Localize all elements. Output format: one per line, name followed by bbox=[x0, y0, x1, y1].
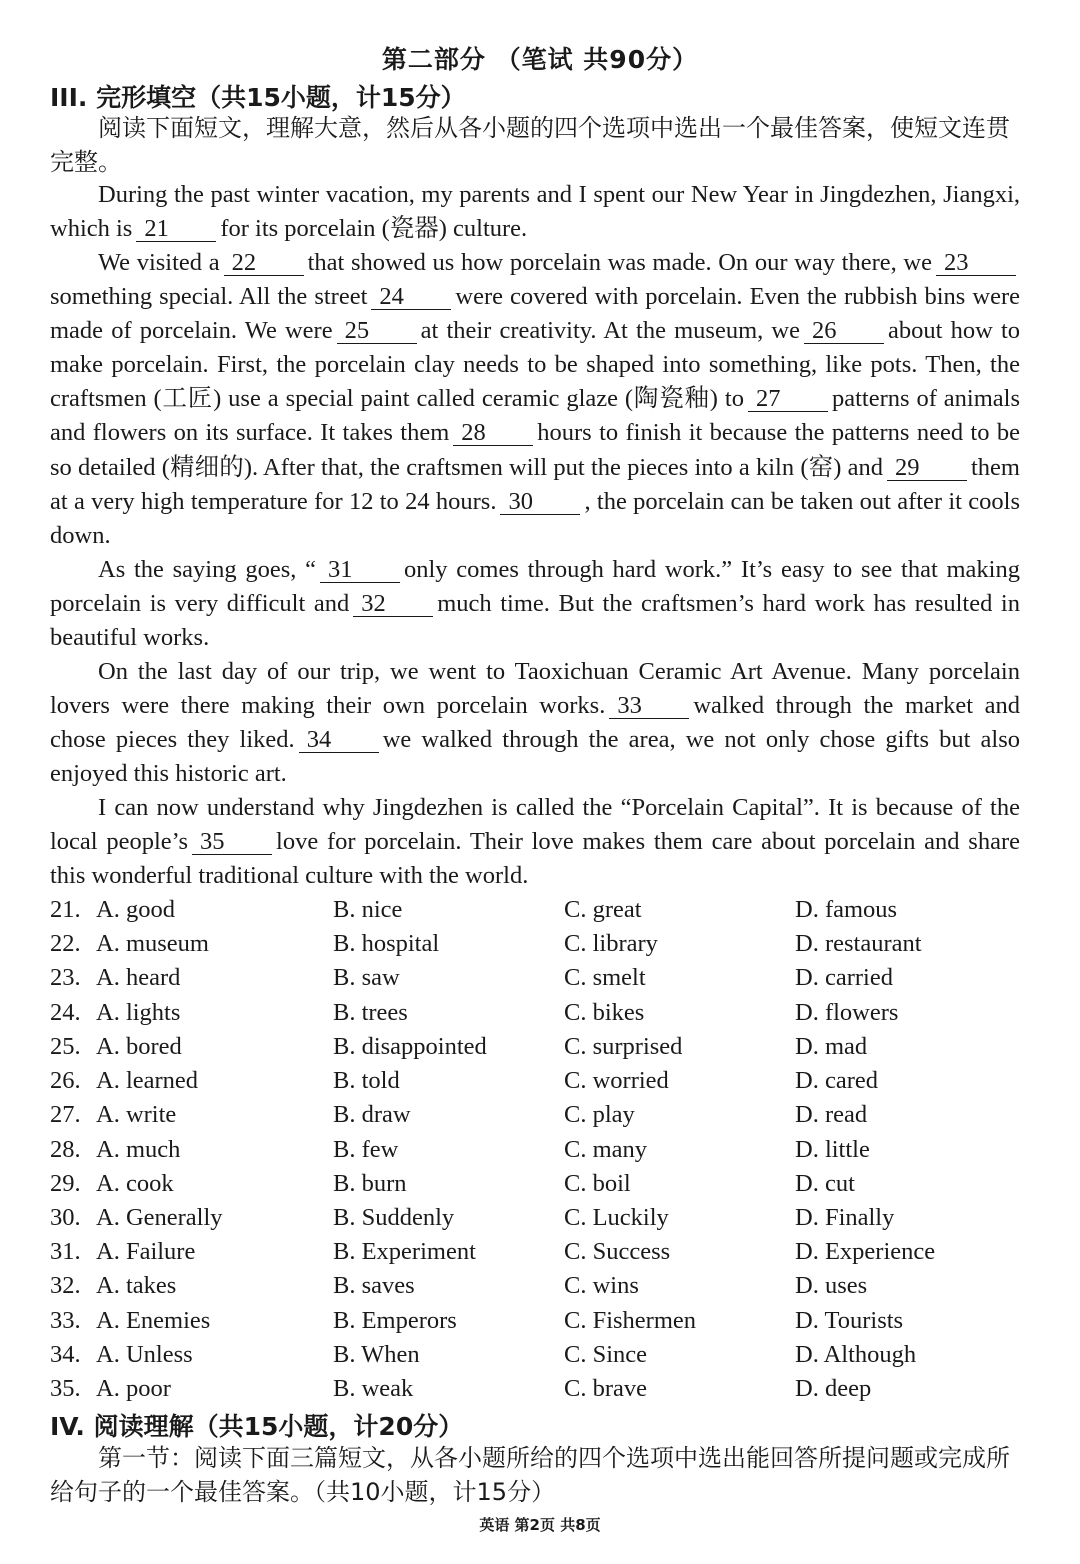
passage-text: love for porcelain. Their love makes them care about porcelain and share this wonderful traditional culture with the world. bbox=[50, 828, 1020, 890]
option-a: A. bored bbox=[96, 1033, 182, 1060]
option-d: D. little bbox=[795, 1136, 870, 1163]
question-number: 30. bbox=[50, 1204, 81, 1231]
option-c: C. Since bbox=[564, 1341, 648, 1368]
passage-text: we walked through the area, we not only chose gifts but also enjoyed this historic art. bbox=[50, 726, 1020, 788]
blank-23: 23 bbox=[936, 251, 1016, 276]
question-number: 33. bbox=[50, 1307, 81, 1334]
option-a: A. learned bbox=[96, 1067, 199, 1094]
question-options-row bbox=[50, 1304, 1030, 1338]
option-b: B. burn bbox=[333, 1170, 407, 1197]
passage-text: As the saying goes, “ bbox=[98, 556, 316, 583]
blank-28: 28 bbox=[453, 421, 533, 446]
option-b: B. saves bbox=[333, 1272, 415, 1299]
question-number: 23. bbox=[50, 964, 81, 991]
section-3-instruction-text: 阅读下面短文，理解大意，然后从各小题的四个选项中选出一个最佳答案，使短文连贯完整。 bbox=[50, 114, 1010, 176]
blank-30: 30 bbox=[500, 490, 580, 515]
passage-paragraph-2 bbox=[50, 246, 1020, 553]
blank-25: 25 bbox=[337, 319, 417, 344]
option-d: D. Finally bbox=[795, 1204, 895, 1231]
question-options-row bbox=[50, 893, 1030, 927]
option-a: A. Unless bbox=[96, 1341, 193, 1368]
option-b: B. draw bbox=[333, 1101, 411, 1128]
question-number: 34. bbox=[50, 1341, 81, 1368]
question-number: 22. bbox=[50, 930, 81, 957]
question-number: 28. bbox=[50, 1136, 81, 1163]
option-a: A. Enemies bbox=[96, 1307, 211, 1334]
question-options-row bbox=[50, 1098, 1030, 1132]
option-a: A. museum bbox=[96, 930, 209, 957]
blank-31: 31 bbox=[320, 558, 400, 583]
option-d: D. flowers bbox=[795, 999, 899, 1026]
section-4-heading: IV. 阅读理解（共15小题，计20分） bbox=[50, 1412, 464, 1441]
option-b: B. Emperors bbox=[333, 1307, 457, 1334]
blank-26: 26 bbox=[804, 319, 884, 344]
option-b: B. Suddenly bbox=[333, 1204, 455, 1231]
option-a: A. Failure bbox=[96, 1238, 196, 1265]
passage-text: about how to make porcelain. First, the porcelain clay needs to be shaped into something, like pots. Then, the craftsmen (工匠) use a special paint called ceramic glaze (陶瓷釉) to bbox=[50, 317, 1021, 413]
passage-text: them at a very high temperature for 12 to 24 hours. bbox=[50, 453, 1020, 515]
question-options-row bbox=[50, 1372, 1030, 1406]
option-c: C. Luckily bbox=[564, 1204, 669, 1231]
option-d: D. Tourists bbox=[795, 1307, 904, 1334]
option-b: B. When bbox=[333, 1341, 420, 1368]
option-d: D. mad bbox=[795, 1033, 868, 1060]
option-a: A. poor bbox=[96, 1375, 171, 1402]
question-number: 31. bbox=[50, 1238, 81, 1265]
section-3-instruction bbox=[50, 111, 1020, 179]
page-footer: 英语 第2页 共8页 bbox=[479, 1516, 601, 1534]
passage-text: I can now understand why Jingdezhen is called the “Porcelain Capital”. It is because of the local people’s bbox=[50, 794, 1020, 856]
blank-34: 34 bbox=[299, 728, 379, 753]
option-d: D. famous bbox=[795, 896, 898, 923]
question-options-row bbox=[50, 1201, 1030, 1235]
option-a: A. Generally bbox=[96, 1204, 223, 1231]
question-options-row bbox=[50, 996, 1030, 1030]
blank-29: 29 bbox=[887, 456, 967, 481]
option-d: D. carried bbox=[795, 964, 893, 991]
option-c: C. great bbox=[564, 896, 642, 923]
question-number: 21. bbox=[50, 896, 81, 923]
question-number: 26. bbox=[50, 1067, 81, 1094]
option-a: A. much bbox=[96, 1136, 181, 1163]
passage-text: that showed us how porcelain was made. On our way there, we bbox=[307, 249, 932, 276]
passage-text: at their creativity. At the museum, we bbox=[420, 317, 800, 345]
option-d: D. cut bbox=[795, 1170, 855, 1197]
passage-text: something special. All the street bbox=[50, 283, 368, 311]
option-d: D. deep bbox=[795, 1375, 872, 1402]
question-number: 32. bbox=[50, 1272, 81, 1299]
passage-paragraph-1 bbox=[50, 178, 1020, 246]
option-c: C. boil bbox=[564, 1170, 631, 1197]
question-options-row bbox=[50, 1133, 1030, 1167]
section-4-instruction bbox=[50, 1441, 1020, 1509]
question-number: 29. bbox=[50, 1170, 81, 1197]
option-d: D. read bbox=[795, 1101, 868, 1128]
passage-text: hours to finish it because the patterns need to be so detailed (精细的). After that, the craftsmen will put the pieces into a kiln (窑) and bbox=[50, 419, 1020, 481]
question-options-row bbox=[50, 1030, 1030, 1064]
option-b: B. weak bbox=[333, 1375, 414, 1402]
passage-text: were covered with porcelain. Even the rubbish bins were made of porcelain. We were bbox=[50, 283, 1020, 345]
option-a: A. good bbox=[96, 896, 175, 923]
option-a: A. takes bbox=[96, 1272, 177, 1299]
passage-text: , the porcelain can be taken out after it cools down. bbox=[50, 487, 1020, 549]
question-options-row bbox=[50, 1064, 1030, 1098]
option-c: C. surprised bbox=[564, 1033, 683, 1060]
option-a: A. write bbox=[96, 1101, 177, 1128]
question-number: 27. bbox=[50, 1101, 81, 1128]
part-title: 第二部分 （笔试 共90分） bbox=[381, 45, 699, 74]
blank-32: 32 bbox=[353, 592, 433, 617]
question-options-row bbox=[50, 1167, 1030, 1201]
blank-27: 27 bbox=[748, 387, 828, 412]
option-a: A. heard bbox=[96, 964, 181, 991]
option-b: B. told bbox=[333, 1067, 400, 1094]
option-c: C. play bbox=[564, 1101, 635, 1128]
option-c: C. worried bbox=[564, 1067, 669, 1094]
option-c: C. wins bbox=[564, 1272, 639, 1299]
option-c: C. many bbox=[564, 1136, 648, 1163]
passage-text: On the last day of our trip, we went to Taoxichuan Ceramic Art Avenue. Many porcelain lovers were there making their own porcelain works. bbox=[50, 658, 1020, 720]
option-c: C. brave bbox=[564, 1375, 647, 1402]
passage-text: much time. But the craftsmen’s hard work has resulted in beautiful works. bbox=[50, 590, 1020, 652]
passage-text: walked through the market and chose pieces they liked. bbox=[50, 692, 1020, 754]
option-a: A. lights bbox=[96, 999, 181, 1026]
question-options-row bbox=[50, 1338, 1030, 1372]
blank-35: 35 bbox=[192, 830, 272, 855]
question-number: 35. bbox=[50, 1375, 81, 1402]
option-b: B. Experiment bbox=[333, 1238, 476, 1265]
section-4-instruction-text: 第一节：阅读下面三篇短文，从各小题所给的四个选项中选出能回答所提问题或完成所给句子的一个最佳答案。（共10小题，计15分） bbox=[50, 1444, 1010, 1506]
question-number: 24. bbox=[50, 999, 81, 1026]
passage-text: only comes through hard work.” It’s easy to see that making porcelain is very difficult and bbox=[50, 556, 1020, 618]
passage-paragraph-3 bbox=[50, 553, 1020, 655]
passage-text: We visited a bbox=[98, 249, 220, 276]
option-b: B. saw bbox=[333, 964, 400, 991]
option-a: A. cook bbox=[96, 1170, 174, 1197]
blank-24: 24 bbox=[371, 285, 451, 310]
blank-21: 21 bbox=[136, 217, 216, 242]
option-c: C. smelt bbox=[564, 964, 646, 991]
option-c: C. bikes bbox=[564, 999, 645, 1026]
passage-text: for its porcelain (瓷器) culture. bbox=[220, 215, 528, 243]
question-options-row bbox=[50, 927, 1030, 961]
option-b: B. few bbox=[333, 1136, 399, 1163]
passage-text: During the past winter vacation, my parents and I spent our New Year in Jingdezhen, Jiangxi, which is bbox=[50, 181, 1020, 243]
option-d: D. restaurant bbox=[795, 930, 922, 957]
option-b: B. trees bbox=[333, 999, 408, 1026]
option-b: B. disappointed bbox=[333, 1033, 487, 1060]
question-options-row bbox=[50, 961, 1030, 995]
passage-paragraph-4 bbox=[50, 655, 1020, 791]
blank-22: 22 bbox=[224, 251, 304, 276]
passage-paragraph-5 bbox=[50, 791, 1020, 893]
option-d: D. uses bbox=[795, 1272, 868, 1299]
option-c: C. Fishermen bbox=[564, 1307, 697, 1334]
question-number: 25. bbox=[50, 1033, 81, 1060]
section-3-heading: III. 完形填空（共15小题，计15分） bbox=[50, 83, 466, 112]
question-options-row bbox=[50, 1269, 1030, 1303]
passage-text: patterns of animals and flowers on its surface. It takes them bbox=[50, 385, 1020, 447]
option-b: B. nice bbox=[333, 896, 403, 923]
option-d: D. cared bbox=[795, 1067, 878, 1094]
blank-33: 33 bbox=[609, 694, 689, 719]
option-d: D. Experience bbox=[795, 1238, 936, 1265]
option-c: C. Success bbox=[564, 1238, 671, 1265]
question-options-row bbox=[50, 1235, 1030, 1269]
option-d: D. Although bbox=[795, 1341, 917, 1368]
option-c: C. library bbox=[564, 930, 658, 957]
option-b: B. hospital bbox=[333, 930, 440, 957]
